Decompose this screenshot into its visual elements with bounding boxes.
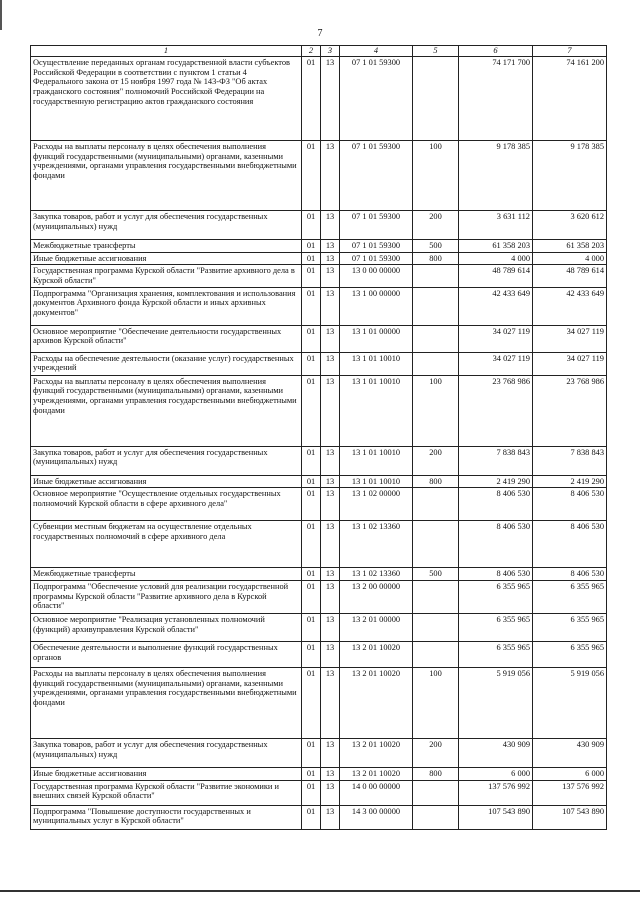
- table-row: [31, 667, 607, 738]
- row-rz-cell: 01: [302, 580, 321, 613]
- table-row: [31, 613, 607, 641]
- row-sum2-cell: 42 433 649: [533, 287, 607, 325]
- row-sum1-cell: 6 355 965: [459, 580, 533, 613]
- row-pr-cell: 13: [321, 641, 340, 667]
- row-name-cell: Иные бюджетные ассигнования: [31, 475, 302, 488]
- row-sum2-cell: 6 355 965: [533, 580, 607, 613]
- row-sum2-cell: 74 161 200: [533, 57, 607, 141]
- row-sum1-cell: 42 433 649: [459, 287, 533, 325]
- row-name-cell: Обеспечение деятельности и выполнение функций государственных органов: [31, 641, 302, 667]
- row-name-cell: Подпрограмма "Обеспечение условий для реализации государственной программы Курской области "Развитие архивного дела в Курской области": [31, 580, 302, 613]
- row-csr-cell: 13 1 01 10010: [340, 475, 413, 488]
- row-name-cell: Иные бюджетные ассигнования: [31, 252, 302, 265]
- table-body: [31, 57, 607, 830]
- row-sum1-cell: 23 768 986: [459, 375, 533, 446]
- row-pr-cell: 13: [321, 252, 340, 265]
- row-sum1-cell: 4 000: [459, 252, 533, 265]
- row-sum2-cell: 34 027 119: [533, 325, 607, 352]
- row-pr-cell: 13: [321, 580, 340, 613]
- row-name-cell: Основное мероприятие "Осуществление отдельных государственных полномочий Курской области в сфере архивного дела": [31, 488, 302, 521]
- row-name-cell: Подпрограмма "Повышение доступности государственных и муниципальных услуг в Курской области": [31, 805, 302, 829]
- row-name-cell: Осуществление переданных органам государственной власти субъектов Российской Федерации в соответствии с пунктом 1 статьи 4 Федерального закона от 15 ноября 1997 года № 143-ФЗ "Об актах гражданского состояния" полномочий Российской Федерации на государственную регистрацию актов гражданского состояния: [31, 57, 302, 141]
- row-pr-cell: 13: [321, 141, 340, 211]
- row-pr-cell: 13: [321, 57, 340, 141]
- row-vr-cell: [413, 780, 459, 805]
- row-sum1-cell: 3 631 112: [459, 211, 533, 240]
- row-sum2-cell: 5 919 056: [533, 667, 607, 738]
- row-sum1-cell: 6 355 965: [459, 641, 533, 667]
- row-sum1-cell: 8 406 530: [459, 488, 533, 521]
- row-vr-cell: [413, 352, 459, 375]
- row-vr-cell: [413, 805, 459, 829]
- row-csr-cell: 13 1 00 00000: [340, 287, 413, 325]
- row-sum2-cell: 6 355 965: [533, 613, 607, 641]
- row-sum2-cell: 3 620 612: [533, 211, 607, 240]
- row-name-cell: Государственная программа Курской области "Развитие экономики и внешних связей Курской области": [31, 780, 302, 805]
- row-sum2-cell: 6 355 965: [533, 641, 607, 667]
- column-header: 4: [340, 46, 413, 57]
- row-rz-cell: 01: [302, 475, 321, 488]
- row-sum1-cell: 430 909: [459, 738, 533, 767]
- row-sum2-cell: 6 000: [533, 767, 607, 780]
- row-rz-cell: 01: [302, 211, 321, 240]
- row-vr-cell: 100: [413, 667, 459, 738]
- row-sum1-cell: 61 358 203: [459, 240, 533, 253]
- row-sum1-cell: 74 171 700: [459, 57, 533, 141]
- row-pr-cell: 13: [321, 767, 340, 780]
- table-row: [31, 57, 607, 141]
- row-csr-cell: 07 1 01 59300: [340, 240, 413, 253]
- row-csr-cell: 14 3 00 00000: [340, 805, 413, 829]
- row-rz-cell: 01: [302, 488, 321, 521]
- table-row: [31, 352, 607, 375]
- row-sum1-cell: 34 027 119: [459, 325, 533, 352]
- row-pr-cell: 13: [321, 568, 340, 581]
- row-csr-cell: 07 1 01 59300: [340, 141, 413, 211]
- row-vr-cell: [413, 325, 459, 352]
- row-sum2-cell: 4 000: [533, 252, 607, 265]
- table-row: [31, 580, 607, 613]
- row-rz-cell: 01: [302, 446, 321, 475]
- row-vr-cell: 200: [413, 446, 459, 475]
- row-csr-cell: 13 1 02 13360: [340, 568, 413, 581]
- row-pr-cell: 13: [321, 613, 340, 641]
- row-name-cell: Расходы на обеспечение деятельности (оказание услуг) государственных учреждений: [31, 352, 302, 375]
- row-vr-cell: [413, 287, 459, 325]
- table-row: [31, 488, 607, 521]
- row-vr-cell: 800: [413, 767, 459, 780]
- table-row: [31, 375, 607, 446]
- page-bottom-rule: [0, 890, 640, 892]
- row-vr-cell: 500: [413, 240, 459, 253]
- row-name-cell: Закупка товаров, работ и услуг для обеспечения государственных (муниципальных) нужд: [31, 211, 302, 240]
- row-csr-cell: 07 1 01 59300: [340, 252, 413, 265]
- row-pr-cell: 13: [321, 211, 340, 240]
- row-csr-cell: 13 1 01 10010: [340, 446, 413, 475]
- row-rz-cell: 01: [302, 352, 321, 375]
- row-name-cell: Основное мероприятие "Реализация установленных полномочий (функций) архивуправления Курской области": [31, 613, 302, 641]
- page-edge-mark: [0, 0, 5, 30]
- row-rz-cell: 01: [302, 805, 321, 829]
- row-name-cell: Межбюджетные трансферты: [31, 568, 302, 581]
- row-csr-cell: 14 0 00 00000: [340, 780, 413, 805]
- row-name-cell: Закупка товаров, работ и услуг для обеспечения государственных (муниципальных) нужд: [31, 446, 302, 475]
- row-sum2-cell: 430 909: [533, 738, 607, 767]
- table-row: [31, 568, 607, 581]
- column-header: 5: [413, 46, 459, 57]
- row-vr-cell: 200: [413, 738, 459, 767]
- table-row: [31, 211, 607, 240]
- row-vr-cell: 800: [413, 252, 459, 265]
- row-sum2-cell: 34 027 119: [533, 352, 607, 375]
- table-row: [31, 475, 607, 488]
- table-row: [31, 325, 607, 352]
- row-pr-cell: 13: [321, 375, 340, 446]
- row-pr-cell: 13: [321, 521, 340, 568]
- budget-table: [30, 45, 607, 830]
- column-header: 1: [31, 46, 302, 57]
- row-csr-cell: 13 2 01 10020: [340, 667, 413, 738]
- row-rz-cell: 01: [302, 767, 321, 780]
- table-row: [31, 446, 607, 475]
- row-sum1-cell: 137 576 992: [459, 780, 533, 805]
- row-rz-cell: 01: [302, 325, 321, 352]
- row-pr-cell: 13: [321, 287, 340, 325]
- table-row: [31, 287, 607, 325]
- table-row: [31, 252, 607, 265]
- row-vr-cell: [413, 488, 459, 521]
- row-sum1-cell: 7 838 843: [459, 446, 533, 475]
- row-csr-cell: 13 1 01 10010: [340, 352, 413, 375]
- row-csr-cell: 13 1 02 00000: [340, 488, 413, 521]
- row-rz-cell: 01: [302, 265, 321, 287]
- row-csr-cell: 07 1 01 59300: [340, 57, 413, 141]
- row-pr-cell: 13: [321, 667, 340, 738]
- row-rz-cell: 01: [302, 613, 321, 641]
- row-vr-cell: 100: [413, 141, 459, 211]
- row-csr-cell: 07 1 01 59300: [340, 211, 413, 240]
- row-rz-cell: 01: [302, 252, 321, 265]
- row-rz-cell: 01: [302, 738, 321, 767]
- table-row: [31, 805, 607, 829]
- table-row: [31, 641, 607, 667]
- row-rz-cell: 01: [302, 375, 321, 446]
- row-sum2-cell: 2 419 290: [533, 475, 607, 488]
- row-name-cell: Иные бюджетные ассигнования: [31, 767, 302, 780]
- row-sum2-cell: 48 789 614: [533, 265, 607, 287]
- row-name-cell: Закупка товаров, работ и услуг для обеспечения государственных (муниципальных) нужд: [31, 738, 302, 767]
- row-name-cell: Государственная программа Курской области "Развитие архивного дела в Курской области": [31, 265, 302, 287]
- row-sum2-cell: 8 406 530: [533, 488, 607, 521]
- row-sum1-cell: 5 919 056: [459, 667, 533, 738]
- row-vr-cell: [413, 580, 459, 613]
- row-pr-cell: 13: [321, 446, 340, 475]
- row-sum2-cell: 61 358 203: [533, 240, 607, 253]
- row-rz-cell: 01: [302, 521, 321, 568]
- row-vr-cell: [413, 613, 459, 641]
- row-pr-cell: 13: [321, 475, 340, 488]
- row-sum1-cell: 2 419 290: [459, 475, 533, 488]
- row-sum2-cell: 8 406 530: [533, 568, 607, 581]
- row-csr-cell: 13 2 01 10020: [340, 738, 413, 767]
- table-row: [31, 767, 607, 780]
- row-sum1-cell: 48 789 614: [459, 265, 533, 287]
- row-sum1-cell: 6 000: [459, 767, 533, 780]
- row-vr-cell: 500: [413, 568, 459, 581]
- row-pr-cell: 13: [321, 240, 340, 253]
- row-rz-cell: 01: [302, 667, 321, 738]
- row-name-cell: Подпрограмма "Организация хранения, комплектования и использования документов Архивного фонда Курской области и иных архивных документов": [31, 287, 302, 325]
- row-csr-cell: 13 2 01 10020: [340, 641, 413, 667]
- table-row: [31, 780, 607, 805]
- row-name-cell: Субвенции местным бюджетам на осуществление отдельных государственных полномочий в сфере архивного дела: [31, 521, 302, 568]
- column-header: 3: [321, 46, 340, 57]
- row-csr-cell: 13 1 01 00000: [340, 325, 413, 352]
- row-sum1-cell: 107 543 890: [459, 805, 533, 829]
- row-rz-cell: 01: [302, 240, 321, 253]
- row-csr-cell: 13 2 00 00000: [340, 580, 413, 613]
- row-vr-cell: 100: [413, 375, 459, 446]
- row-sum2-cell: 137 576 992: [533, 780, 607, 805]
- row-pr-cell: 13: [321, 352, 340, 375]
- row-pr-cell: 13: [321, 265, 340, 287]
- row-csr-cell: 13 0 00 00000: [340, 265, 413, 287]
- table-header-row: [31, 46, 607, 57]
- row-sum2-cell: 9 178 385: [533, 141, 607, 211]
- row-sum2-cell: 23 768 986: [533, 375, 607, 446]
- row-vr-cell: [413, 57, 459, 141]
- row-rz-cell: 01: [302, 57, 321, 141]
- row-csr-cell: 13 2 01 00000: [340, 613, 413, 641]
- row-sum1-cell: 9 178 385: [459, 141, 533, 211]
- row-sum2-cell: 8 406 530: [533, 521, 607, 568]
- row-pr-cell: 13: [321, 325, 340, 352]
- row-name-cell: Основное мероприятие "Обеспечение деятельности государственных архивов Курской области": [31, 325, 302, 352]
- row-rz-cell: 01: [302, 568, 321, 581]
- row-vr-cell: 800: [413, 475, 459, 488]
- row-sum1-cell: 34 027 119: [459, 352, 533, 375]
- row-rz-cell: 01: [302, 780, 321, 805]
- table-row: [31, 521, 607, 568]
- row-csr-cell: 13 1 02 13360: [340, 521, 413, 568]
- table-row: [31, 265, 607, 287]
- row-rz-cell: 01: [302, 141, 321, 211]
- row-rz-cell: 01: [302, 641, 321, 667]
- row-pr-cell: 13: [321, 780, 340, 805]
- row-name-cell: Расходы на выплаты персоналу в целях обеспечения выполнения функций государственными (муниципальными) органами, казенными учреждениями, органами управления государственными внебюджетными фондами: [31, 141, 302, 211]
- row-csr-cell: 13 2 01 10020: [340, 767, 413, 780]
- row-sum1-cell: 8 406 530: [459, 521, 533, 568]
- row-name-cell: Расходы на выплаты персоналу в целях обеспечения выполнения функций государственными (муниципальными) органами, казенными учреждениями, органами управления государственными внебюджетными фондами: [31, 375, 302, 446]
- row-pr-cell: 13: [321, 805, 340, 829]
- row-vr-cell: [413, 265, 459, 287]
- row-name-cell: Межбюджетные трансферты: [31, 240, 302, 253]
- row-sum2-cell: 107 543 890: [533, 805, 607, 829]
- row-sum1-cell: 6 355 965: [459, 613, 533, 641]
- row-sum2-cell: 7 838 843: [533, 446, 607, 475]
- row-pr-cell: 13: [321, 488, 340, 521]
- row-csr-cell: 13 1 01 10010: [340, 375, 413, 446]
- column-header: 6: [459, 46, 533, 57]
- row-pr-cell: 13: [321, 738, 340, 767]
- row-vr-cell: 200: [413, 211, 459, 240]
- row-vr-cell: [413, 641, 459, 667]
- row-rz-cell: 01: [302, 287, 321, 325]
- row-sum1-cell: 8 406 530: [459, 568, 533, 581]
- row-name-cell: Расходы на выплаты персоналу в целях обеспечения выполнения функций государственными (муниципальными) органами, казенными учреждениями, органами управления государственными внебюджетными фондами: [31, 667, 302, 738]
- row-vr-cell: [413, 521, 459, 568]
- table-row: [31, 240, 607, 253]
- column-header: 7: [533, 46, 607, 57]
- table-row: [31, 141, 607, 211]
- page-number: 7: [317, 28, 323, 39]
- column-header: 2: [302, 46, 321, 57]
- table-row: [31, 738, 607, 767]
